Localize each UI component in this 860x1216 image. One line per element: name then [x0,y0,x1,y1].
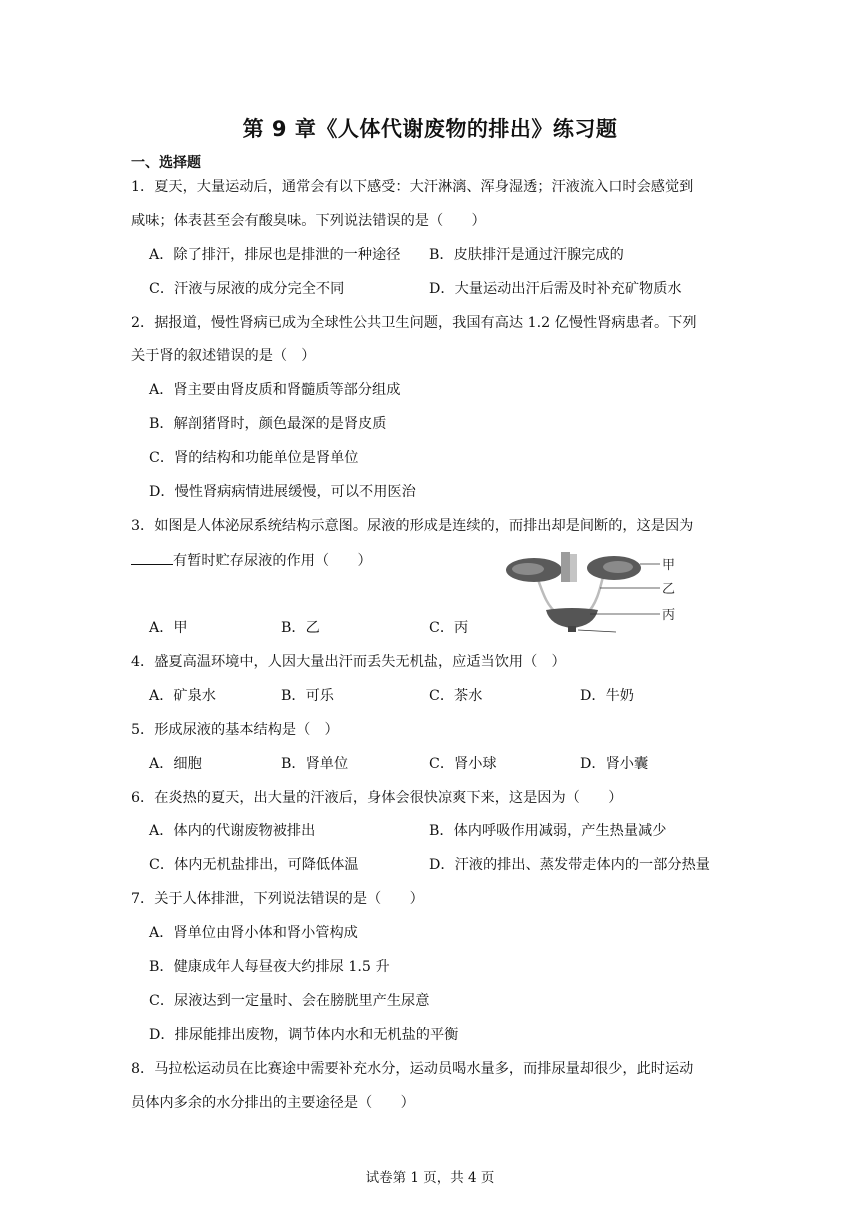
figure-label-jia: 甲 [662,558,676,573]
question-2-option-c: C．肾的结构和功能单位是肾单位 [149,450,359,466]
question-5-option-a: A．细胞 [149,756,202,772]
question-7-option-d: D．排尿能排出废物，调节体内水和无机盐的平衡 [149,1027,459,1043]
question-6-option-c: C．体内无机盐排出，可降低体温 [149,857,359,873]
question-2-option-d: D．慢性肾病病情进展缓慢，可以不用医治 [149,484,416,500]
question-1-stem-line1: 1．夏天，大量运动后，通常会有以下感受：大汗淋漓、浑身湿透；汗液流入口时会感觉到 [131,179,694,195]
question-4-option-c: C．茶水 [429,688,483,704]
question-7-option-c: C．尿液达到一定量时、会在膀胱里产生尿意 [149,993,430,1009]
page-footer: 试卷第 1 页，共 4 页 [365,1170,495,1186]
question-5-option-c: C．肾小球 [429,756,497,772]
question-3-stem-line1: 3．如图是人体泌尿系统结构示意图。尿液的形成是连续的，而排出却是间断的，这是因为 [131,518,694,534]
leader-line-bottom [578,630,616,632]
right-kidney-highlight [603,561,633,573]
left-kidney-highlight [512,563,544,575]
urinary-system-figure [500,550,680,640]
page-title: 第 9 章《人体代谢废物的排出》练习题 [242,117,618,141]
question-5-option-b: B．肾单位 [281,756,349,772]
question-7-option-a: A．肾单位由肾小体和肾小管构成 [149,925,358,941]
question-3-stem-line2: 有暂时贮存尿液的作用（ ） [131,550,372,571]
figure-label-yi: 乙 [662,582,676,597]
question-1-stem-line2: 咸味；体表甚至会有酸臭味。下列说法错误的是（ ） [131,213,486,229]
question-4-stem: 4．盛夏高温环境中，人因大量出汗而丢失无机盐，应适当饮用（ ） [131,654,566,670]
question-1-option-a: A．除了排汗，排尿也是排泄的一种途径 [149,247,401,263]
question-5-option-d: D．肾小囊 [580,756,649,772]
question-7-option-b: B．健康成年人每昼夜大约排尿 1.5 升 [149,959,390,975]
aorta [570,554,577,582]
answer-blank [131,550,173,565]
bladder [546,608,598,628]
question-4-option-d: D．牛奶 [580,688,634,704]
question-2-option-b: B．解剖猪肾时，颜色最深的是肾皮质 [149,416,387,432]
question-3-option-b: B．乙 [281,620,320,636]
vena-cava [561,552,570,582]
question-6-option-a: A．体内的代谢废物被排出 [149,823,316,839]
question-8-stem-line2: 员体内多余的水分排出的主要途径是（ ） [131,1095,415,1111]
figure-label-bing: 丙 [662,608,676,623]
question-3-option-c: C．丙 [429,620,469,636]
question-8-stem-line1: 8．马拉松运动员在比赛途中需要补充水分，运动员喝水量多，而排尿量却很少，此时运动 [131,1061,694,1077]
urethra [568,626,576,632]
question-6-option-d: D．汗液的排出、蒸发带走体内的一部分热量 [429,857,710,873]
question-1-option-b: B．皮肤排汗是通过汗腺完成的 [429,247,624,263]
question-4-option-a: A．矿泉水 [149,688,216,704]
question-6-option-b: B．体内呼吸作用减弱，产生热量减少 [429,823,667,839]
question-1-option-c: C．汗液与尿液的成分完全不同 [149,281,345,297]
question-2-option-a: A．肾主要由肾皮质和肾髓质等部分组成 [149,382,401,398]
question-5-stem: 5．形成尿液的基本结构是（ ） [131,722,339,738]
question-6-stem: 6．在炎热的夏天，出大量的汗液后，身体会很快凉爽下来，这是因为（ ） [131,790,623,806]
section-heading: 一、选择题 [131,155,201,171]
question-4-option-b: B．可乐 [281,688,334,704]
question-3-option-a: A．甲 [149,620,188,636]
question-1-option-d: D．大量运动出汗后需及时补充矿物质水 [429,281,682,297]
question-2-stem-line2: 关于肾的叙述错误的是（ ） [131,348,316,364]
question-7-stem: 7．关于人体排泄，下列说法错误的是（ ） [131,891,424,907]
question-2-stem-line1: 2．据报道，慢性肾病已成为全球性公共卫生问题，我国有高达 1.2 亿慢性肾病患者。下列 [131,315,697,331]
